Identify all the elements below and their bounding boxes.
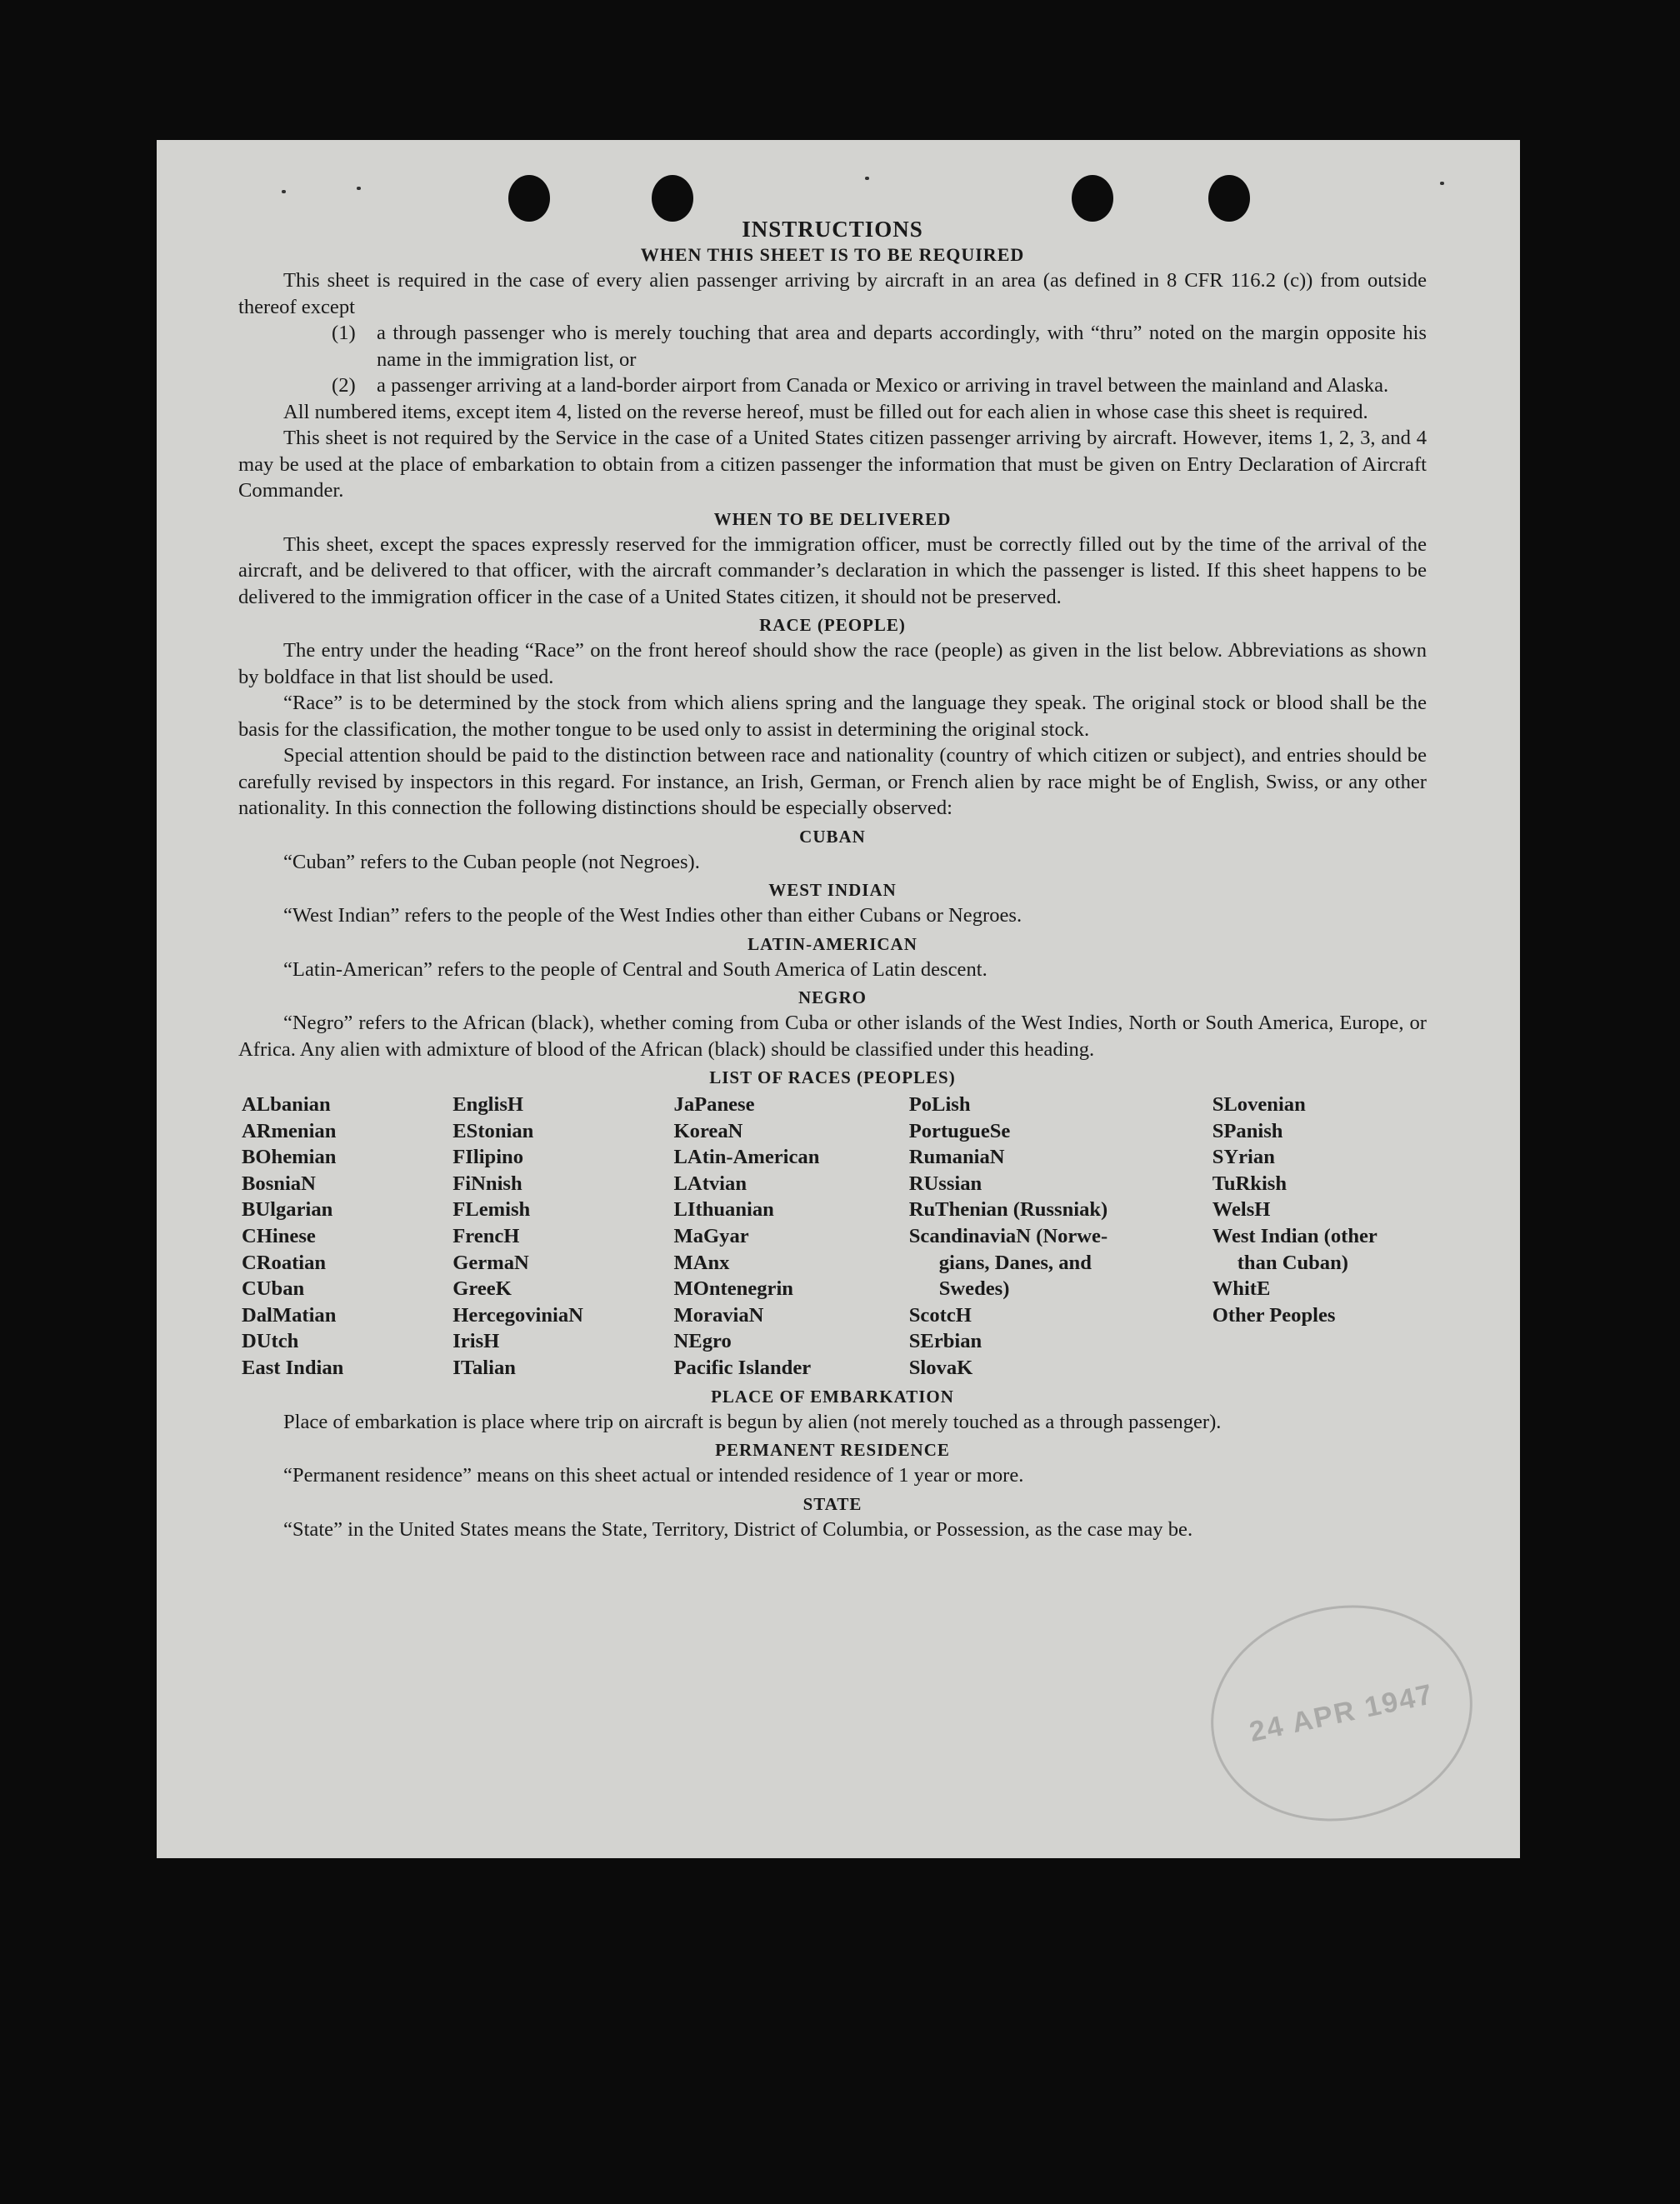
race-item: MOntenegrin [673, 1277, 793, 1301]
race-item: RUssian [908, 1172, 982, 1195]
date-stamp [1191, 1582, 1492, 1845]
heading-when-required: WHEN THIS SHEET IS TO BE REQUIRED [640, 244, 1025, 265]
heading-list-of-races: LIST OF RACES (PEOPLES) [709, 1067, 956, 1087]
heading-negro: NEGRO [798, 987, 867, 1007]
race-item: West Indian (other [1212, 1224, 1378, 1247]
race-item: LAtvian [673, 1172, 747, 1195]
paragraph-permanent-residence: “Permanent residence” means on this sheet actual or intended residence of 1 year or more. [283, 1464, 1024, 1487]
race-item: Pacific Islander [673, 1356, 812, 1379]
paragraph-cuban: “Cuban” refers to the Cuban people (not Negroes). [283, 850, 700, 873]
race-item: BOhemian [242, 1146, 337, 1169]
race-item: ARmenian [242, 1119, 337, 1142]
race-item: WelsH [1212, 1198, 1271, 1222]
race-item: DalMatian [242, 1303, 337, 1327]
race-item: SYrian [1212, 1146, 1275, 1169]
race-column [452, 1092, 673, 1382]
race-item: BosniaN [242, 1172, 316, 1195]
race-item-continued: Swedes) [938, 1277, 1010, 1301]
race-column [674, 1092, 909, 1382]
race-item: JaPanese [673, 1093, 755, 1116]
race-item: WhitE [1212, 1277, 1271, 1301]
stamp-date: 24 APR 1947 [1247, 1678, 1437, 1748]
punch-hole [1072, 175, 1113, 222]
race-item: LIthuanian [673, 1198, 774, 1222]
race-item: DUtch [242, 1330, 299, 1353]
race-item: KoreaN [673, 1119, 743, 1142]
race-item: East Indian [242, 1356, 344, 1379]
race-item-continued: gians, Danes, and [938, 1251, 1092, 1274]
paragraph-citizen: This sheet is not required by the Service in the case of a United States citizen passenger arriving by aircraft. However, items 1, 2, 3, and 4 may be used at the place of embarkation to obtain from a citizen passenger the information that must be given on Entry Declaration of Aircraft Commander. [238, 427, 1427, 502]
punch-hole [652, 175, 693, 222]
paragraph-negro: “Negro” refers to the African (black), whether coming from Cuba or other islands of the West Indies, North or South America, Europe, or Africa. Any alien with admixture of blood of the African (black) should be classified under this heading. [238, 1012, 1427, 1061]
race-item: FiNnish [452, 1172, 522, 1195]
exception-item-1 [238, 320, 1427, 372]
paragraph-state: “State” in the United States means the State, Territory, District of Columbia, or Possession, as the case may be. [283, 1517, 1193, 1541]
item-text: a through passenger who is merely touching that area and departs accordingly, with “thru” noted on the margin opposite his name in the immigration list, or [377, 322, 1427, 371]
race-item: SErbian [908, 1330, 982, 1353]
item-number: (1) [332, 322, 356, 344]
race-item: SPanish [1212, 1119, 1283, 1142]
race-item: FIlipino [452, 1146, 524, 1169]
race-item: HercegoviniaN [452, 1303, 583, 1327]
race-item: ScandinaviaN (Norwe- [908, 1224, 1108, 1247]
race-item: CUban [242, 1277, 305, 1301]
paragraph-race-stock: “Race” is to be determined by the stock from which aliens spring and the language they speak. The original stock or blood shall be the basis for the classification, the mother tongue to be used only to assist in determining the original stock. [238, 692, 1427, 741]
race-item: RuThenian (Russniak) [908, 1198, 1108, 1222]
race-column [1212, 1092, 1427, 1382]
race-item: ALbanian [242, 1093, 331, 1116]
paragraph-race-entry: The entry under the heading “Race” on the front hereof should show the race (people) as given in the list below. Abbreviations as shown by boldface in that list should be used. [238, 639, 1427, 688]
page-title: INSTRUCTIONS [742, 217, 923, 242]
heading-race: RACE (PEOPLE) [759, 615, 906, 635]
race-item: MoraviaN [673, 1303, 764, 1327]
race-item: MaGyar [673, 1224, 749, 1247]
race-item: FLemish [452, 1198, 531, 1222]
race-item: RumaniaN [908, 1146, 1005, 1169]
race-item: Other Peoples [1212, 1303, 1336, 1327]
race-item: ScotcH [908, 1303, 972, 1327]
race-item-continued: than Cuban) [1237, 1251, 1348, 1274]
race-item: ITalian [452, 1356, 516, 1379]
punch-hole [508, 175, 550, 222]
race-item: GreeK [452, 1277, 512, 1301]
race-column [242, 1092, 452, 1382]
speck [1440, 182, 1444, 185]
punch-hole [1208, 175, 1250, 222]
race-item: EStonian [452, 1119, 534, 1142]
race-item: SLovenian [1212, 1093, 1306, 1116]
heading-when-delivered: WHEN TO BE DELIVERED [713, 508, 952, 529]
race-item: GermaN [452, 1251, 529, 1274]
race-item: SlovaK [908, 1356, 973, 1379]
race-item: NEgro [673, 1330, 732, 1353]
race-item: PortugueSe [908, 1119, 1011, 1142]
race-item: PoLish [908, 1093, 971, 1116]
race-item: TuRkish [1212, 1172, 1288, 1195]
heading-embarkation: PLACE OF EMBARKATION [711, 1386, 954, 1407]
race-item: EnglisH [452, 1093, 524, 1116]
item-text: a passenger arriving at a land-border airport from Canada or Mexico or arriving in travel between the mainland and Alaska. [377, 374, 1389, 397]
race-item: BUlgarian [242, 1198, 333, 1222]
paragraph-numbered-items: All numbered items, except item 4, listed on the reverse hereof, must be filled out for each alien in whose case this sheet is required. [283, 400, 1368, 423]
exception-item-2 [238, 372, 1427, 399]
race-item: CHinese [242, 1224, 316, 1247]
paragraph-delivery: This sheet, except the spaces expressly reserved for the immigration officer, must be correctly filled out by the time of the arrival of the aircraft, and be delivered to that officer, with the aircraft commander’s declaration in which the passenger is listed. If this sheet happens to be delivered to the immigration officer in the case of a United States citizen, it should not be preserved. [238, 532, 1427, 608]
paragraph-west-indian: “West Indian” refers to the people of the West Indies other than either Cubans or Negroes. [283, 904, 1022, 927]
race-item: CRoatian [242, 1251, 327, 1274]
document-sheet [157, 140, 1520, 1858]
race-column [909, 1092, 1212, 1382]
race-item: FrencH [452, 1224, 520, 1247]
heading-state: STATE [802, 1493, 862, 1514]
paragraph-required-intro: This sheet is required in the case of every alien passenger arriving by aircraft in an area (as defined in 8 CFR 116.2 (c)) from outside thereof except [238, 269, 1427, 318]
speck [357, 187, 361, 190]
paragraph-embarkation: Place of embarkation is place where trip on aircraft is begun by alien (not merely touched as a through passenger). [283, 1410, 1222, 1433]
speck [865, 177, 869, 180]
race-item: LAtin-American [673, 1146, 820, 1169]
heading-cuban: CUBAN [799, 826, 866, 847]
paragraph-latin-american: “Latin-American” refers to the people of Central and South America of Latin descent. [283, 957, 988, 981]
heading-latin-american: LATIN-AMERICAN [748, 933, 918, 954]
race-item: IrisH [452, 1330, 500, 1353]
race-list [242, 1092, 1427, 1382]
item-number: (2) [332, 374, 356, 397]
heading-permanent-residence: PERMANENT RESIDENCE [715, 1440, 950, 1461]
speck [282, 190, 286, 193]
paragraph-race-nationality: Special attention should be paid to the distinction between race and nationality (country of which citizen or subject), and entries should be carefully revised by inspectors in this regard. For instance, an Irish, German, or French alien by race might be of English, Swiss, or any other nationality. In this connection the following distinctions should be especially observed: [238, 744, 1427, 819]
race-item: MAnx [673, 1251, 730, 1274]
heading-west-indian: WEST INDIAN [768, 880, 897, 900]
